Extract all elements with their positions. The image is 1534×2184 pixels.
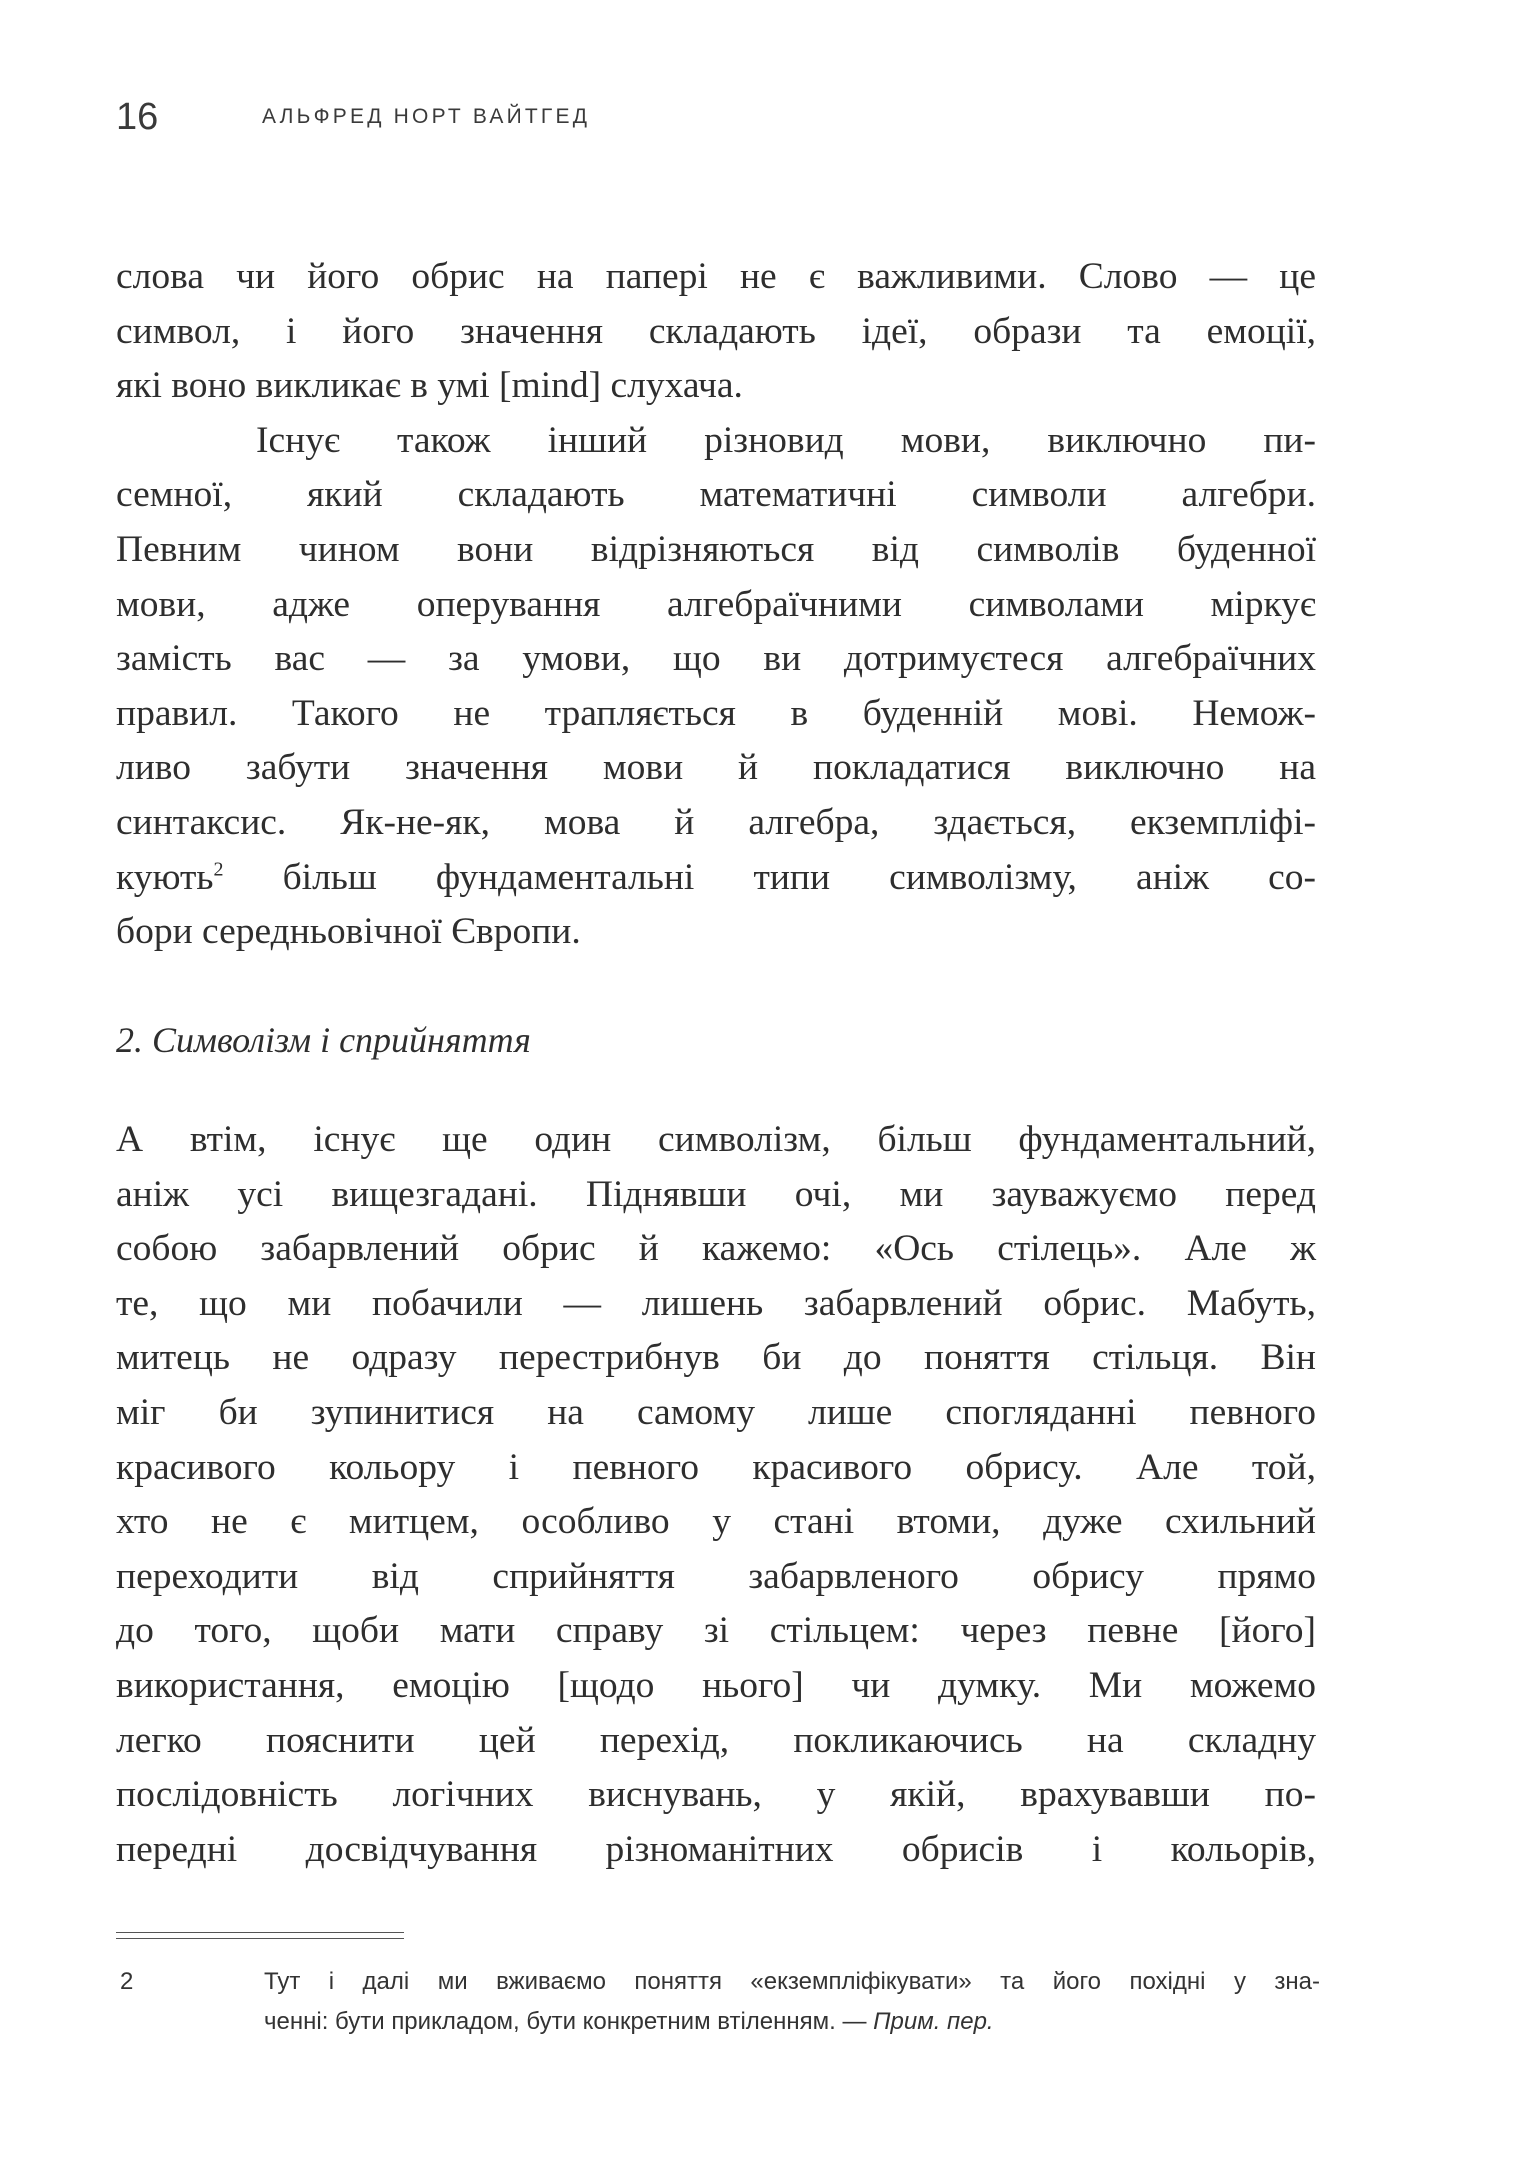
text-line: аніж усі вищезгадані. Піднявши очі, ми зауважуємо перед bbox=[116, 1173, 1316, 1215]
body-text-bottom bbox=[116, 1113, 1316, 1877]
section-heading: 2. Символізм і сприйняття bbox=[116, 1020, 531, 1060]
text-line: правил. Такого не трапляється в буденній мові. Немож- bbox=[116, 692, 1316, 734]
running-header bbox=[112, 92, 1312, 142]
footnote-line bbox=[264, 2002, 1320, 2042]
text-line: семної, який складають математичні символи алгебри. bbox=[116, 474, 1316, 516]
text-line: Існує також інший різновид мови, виключно пи- bbox=[256, 419, 1316, 461]
text-line: слова чи його обрис на папері не є важливими. Слово — це bbox=[116, 256, 1316, 297]
translator-note: Прим. пер. bbox=[873, 2008, 994, 2035]
text-line: які воно викликає в умі [mind] слухача. bbox=[116, 365, 743, 407]
text-line: мови, адже оперування алгебраїчними символами міркує bbox=[116, 583, 1316, 625]
text-line-with-footnote bbox=[116, 851, 1316, 906]
page-number: 16 bbox=[116, 96, 159, 138]
text-line: переходити від сприйняття забарвленого обрису прямо bbox=[116, 1555, 1316, 1597]
text-line: використання, емоцію [щодо нього] чи думку. Ми можемо bbox=[116, 1664, 1316, 1706]
text-line: те, що ми побачили — лишень забарвлений обрис. Мабуть, bbox=[116, 1282, 1316, 1324]
text-line: собою забарвлений обрис й кажемо: «Ось стілець». Але ж bbox=[116, 1228, 1316, 1270]
text-segment: кують bbox=[116, 856, 214, 898]
text-segment: більш фундаментальні типи символізму, аніж со- bbox=[223, 856, 1316, 898]
text-line: синтаксис. Як-не-як, мова й алгебра, здається, екземпліфі- bbox=[116, 801, 1316, 843]
text-line: символ, і його значення складають ідеї, образи та емоції, bbox=[116, 310, 1316, 352]
footnote-line: Тут і далі ми вживаємо поняття «екземпліфікувати» та його похідні у зна- bbox=[264, 1968, 1320, 1995]
text-line: хто не є митцем, особливо у стані втоми, дуже схильний bbox=[116, 1501, 1316, 1543]
footnote-number: 2 bbox=[120, 1968, 134, 1995]
footnote-text bbox=[264, 1962, 1320, 2042]
body-text-top bbox=[116, 250, 1316, 960]
text-line: до того, щоби мати справу зі стільцем: через певне [його] bbox=[116, 1610, 1316, 1652]
text-line: А втім, існує ще один символізм, більш фундаментальний, bbox=[116, 1119, 1316, 1160]
text-line: красивого кольору і певного красивого обрису. Але той, bbox=[116, 1446, 1316, 1488]
text-line: передні досвідчування різноманітних обрисів і кольорів, bbox=[116, 1828, 1316, 1870]
running-title: АЛЬФРЕД НОРТ ВАЙТГЕД bbox=[262, 105, 591, 128]
footnote-reference[interactable]: 2 bbox=[213, 858, 224, 881]
text-line: міг би зупинитися на самому лише спогляданні певного bbox=[116, 1391, 1316, 1433]
text-line: митець не одразу перестрибнув би до поняття стільця. Він bbox=[116, 1337, 1316, 1379]
text-line: послідовність логічних виснувань, у якій, врахувавши по- bbox=[116, 1774, 1316, 1816]
text-line: бори середньовічної Європи. bbox=[116, 911, 581, 953]
text-line: легко пояснити цей перехід, покликаючись на складну bbox=[116, 1719, 1316, 1761]
text-line: Певним чином вони відрізняються від символів буденної bbox=[116, 528, 1316, 570]
footnote-divider bbox=[116, 1932, 404, 1939]
text-line: ливо забути значення мови й покладатися виключно на bbox=[116, 747, 1316, 789]
footnote-line-text: ченні: бути прикладом, бути конкретним втіленням. — bbox=[264, 2008, 874, 2035]
text-line: замість вас — за умови, що ви дотримуєтеся алгебраїчних bbox=[116, 638, 1316, 680]
